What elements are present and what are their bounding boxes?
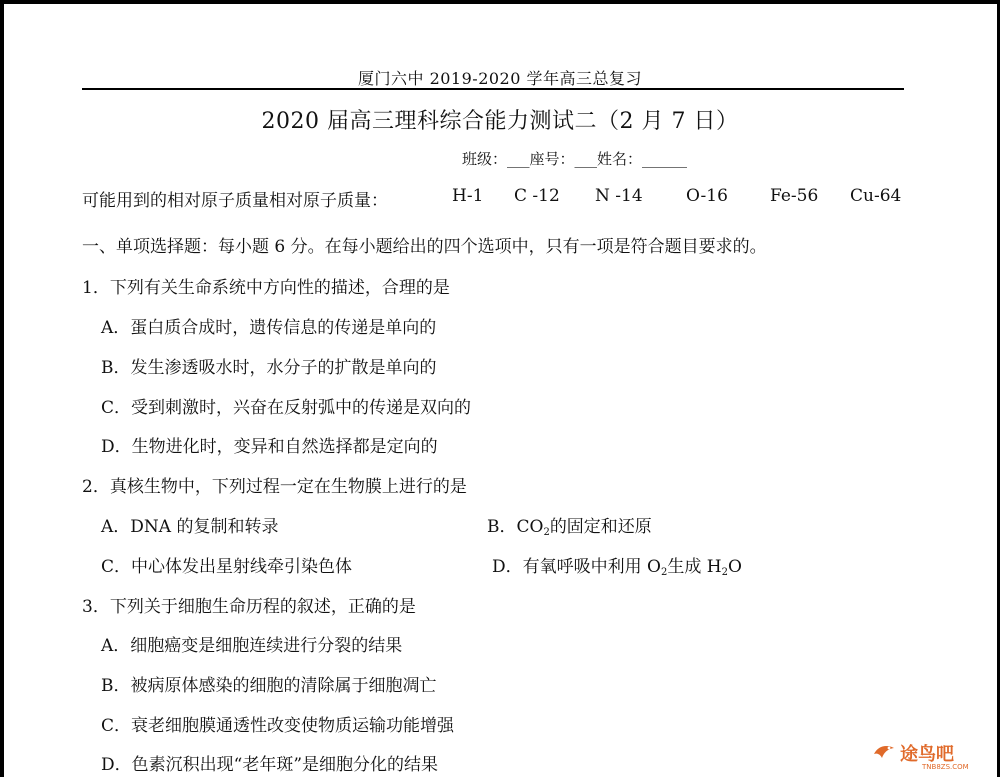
option-b-text-post: 的固定和还原: [549, 517, 652, 537]
atomic-mass-c: C -12: [514, 186, 560, 206]
option-d-subscript-2: 2: [721, 567, 728, 578]
exam-title: 2020 届高三理科综合能力测试二（2 月 7 日）: [261, 109, 739, 134]
header-rule: [82, 88, 904, 90]
question-1-option-d: D．生物进化时，变异和自然选择都是定向的: [101, 437, 438, 457]
question-1-stem: 1．下列有关生命系统中方向性的描述，合理的是: [82, 278, 450, 298]
option-d-subscript-1: 2: [660, 567, 668, 578]
watermark-url: TNB8ZS.COM: [922, 763, 969, 771]
option-d-text-pre: D．有氧呼吸中利用 O: [492, 557, 661, 577]
question-3-option-b: B．被病原体感染的细胞的清除属于细胞凋亡: [101, 676, 437, 696]
atomic-mass-label: 可能用到的相对原子质量相对原子质量：: [82, 191, 388, 211]
question-1-option-c: C．受到刺激时，兴奋在反射弧中的传递是双向的: [101, 398, 472, 418]
option-d-text-mid: 生成 H: [667, 557, 722, 577]
atomic-mass-o: O-16: [686, 186, 728, 206]
atomic-mass-fe: Fe-56: [770, 186, 819, 206]
page-border-top: [0, 0, 1000, 4]
option-d-text-post: O: [727, 557, 742, 577]
option-b-subscript: 2: [543, 527, 550, 538]
question-2-option-c: C．中心体发出星射线牵引染色体: [101, 557, 353, 577]
watermark-name: 途鸟吧: [900, 744, 954, 765]
atomic-mass-cu: Cu-64: [850, 186, 902, 206]
question-2-option-b: [487, 512, 652, 538]
question-3-option-a: A．细胞癌变是细胞连续进行分裂的结果: [101, 636, 403, 656]
section-heading: 一、单项选择题：每小题 6 分。在每小题给出的四个选项中，只有一项是符合题目要求的。: [82, 237, 767, 257]
atomic-mass-h: H-1: [452, 186, 484, 206]
question-3-option-c: C．衰老细胞膜通透性改变使物质运输功能增强: [101, 716, 455, 736]
question-2-option-d: [492, 552, 742, 578]
bird-logo-icon: [872, 740, 896, 764]
question-3-stem: 3．下列关于细胞生命历程的叙述，正确的是: [82, 597, 416, 617]
question-2-option-a: A．DNA 的复制和转录: [101, 517, 279, 537]
option-b-text-pre: B．CO: [487, 517, 544, 537]
question-2-stem: 2．真核生物中，下列过程一定在生物膜上进行的是: [82, 477, 467, 497]
atomic-mass-n: N -14: [595, 186, 643, 206]
question-1-option-a: A．蛋白质合成时，遗传信息的传递是单向的: [101, 318, 437, 338]
school-header: 厦门六中 2019-2020 学年高三总复习: [357, 69, 643, 88]
question-1-option-b: B．发生渗透吸水时，水分子的扩散是单向的: [101, 358, 437, 378]
student-info-line: 班级：___座号：___姓名：______: [462, 150, 688, 168]
question-3-option-d: D．色素沉积出现“老年斑”是细胞分化的结果: [101, 755, 439, 775]
